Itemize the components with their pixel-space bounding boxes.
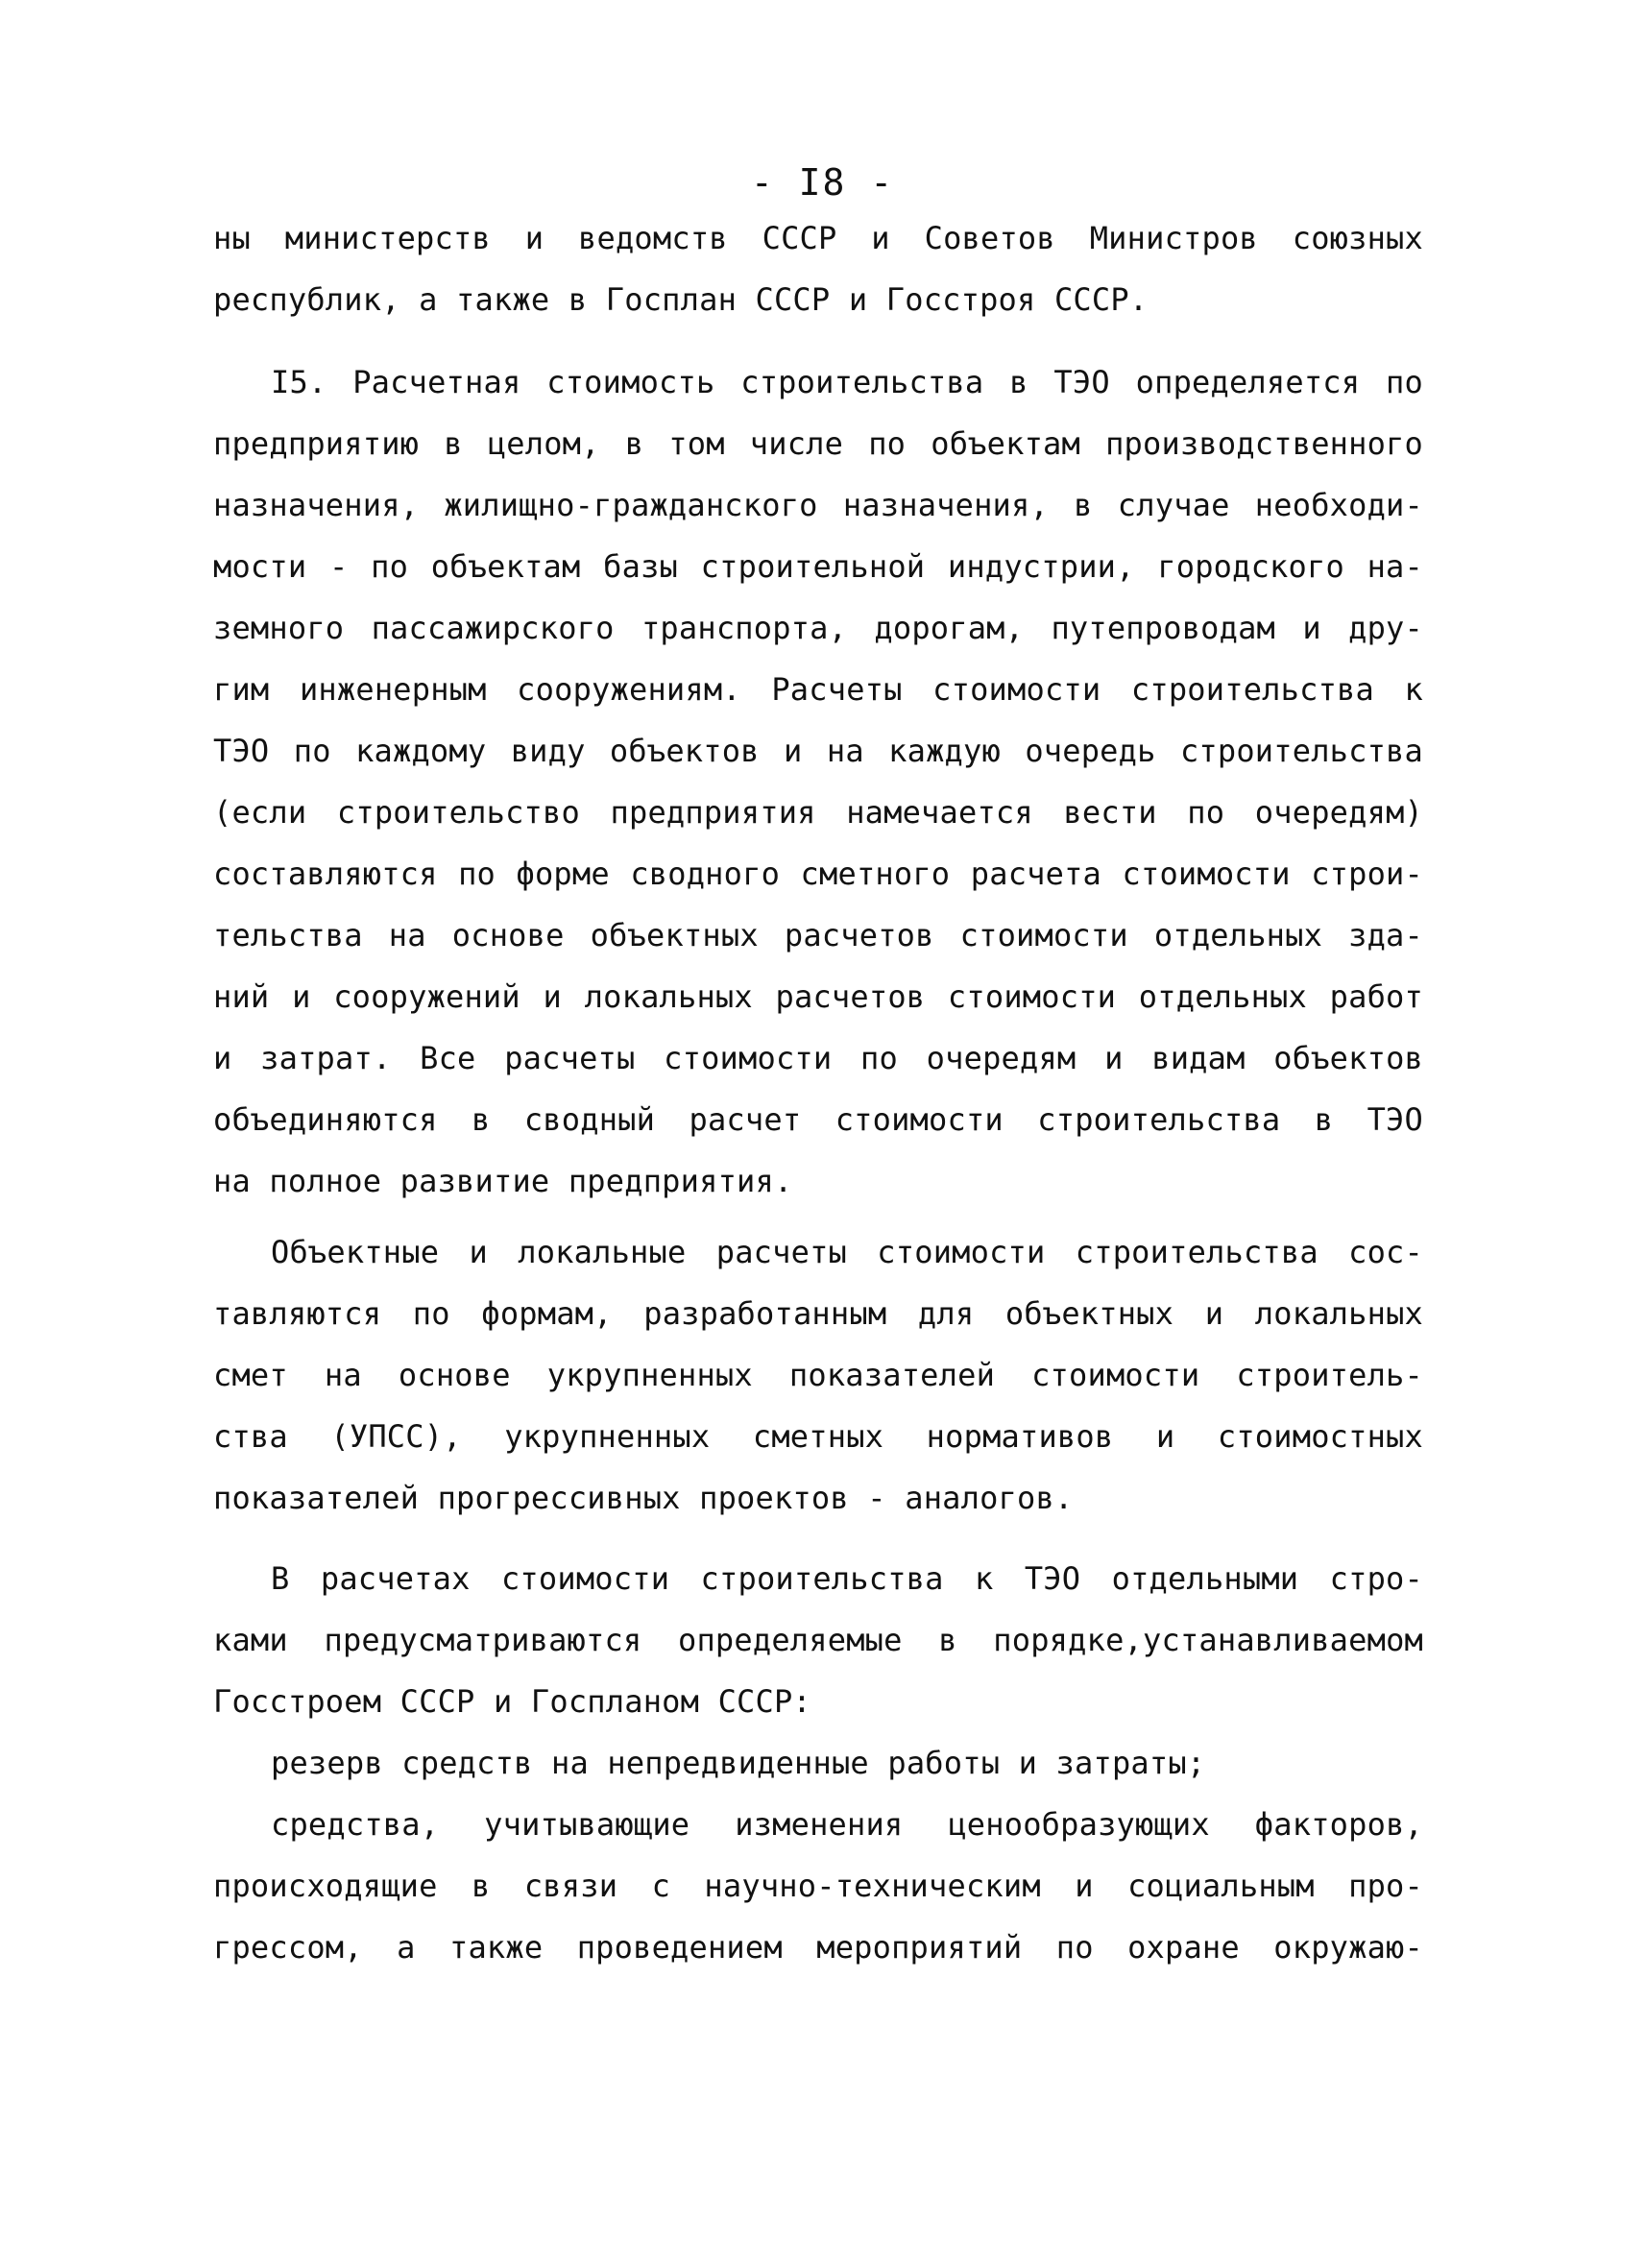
text-line: назначения, жилищно-гражданского назначения, в случае необходи- (213, 487, 1423, 523)
text-line: республик, а также в Госплан СССР и Госстроя СССР. (213, 281, 1149, 318)
text-line: ны министерств и ведомств СССР и Советов Министров союзных (213, 220, 1423, 256)
text-line: резерв средств на непредвиденные работы и затраты; (271, 1745, 1206, 1781)
text-line: Объектные и локальные расчеты стоимости строительства сос- (271, 1234, 1423, 1270)
text-line: ний и сооружений и локальных расчетов стоимости отдельных работ (213, 978, 1423, 1015)
text-line: на полное развитие предприятия. (213, 1163, 793, 1199)
text-line: и затрат. Все расчеты стоимости по очередям и видам объектов (213, 1040, 1423, 1076)
text-line: I5. Расчетная стоимость строительства в ТЭО определяется по (271, 364, 1423, 400)
text-line: смет на основе укрупненных показателей стоимости строитель- (213, 1357, 1423, 1393)
paragraph-separate-lines (213, 1548, 1423, 1978)
text-line: грессом, а также проведением мероприятий по охране окружаю- (213, 1929, 1423, 1966)
page-number: - I8 - (750, 161, 895, 204)
text-line: гим инженерным сооружениям. Расчеты стоимости строительства к (213, 671, 1423, 708)
text-line: тавляются по формам, разработанным для объектных и локальных (213, 1295, 1423, 1332)
text-line: земного пассажирского транспорта, дорогам, путепроводам и дру- (213, 610, 1423, 646)
text-line: мости - по объектам базы строительной индустрии, городского на- (213, 548, 1423, 585)
text-line: ства (УПСС), укрупненных сметных нормативов и стоимостных (213, 1418, 1423, 1455)
paragraph-continuation (213, 207, 1423, 330)
text-line: происходящие в связи с научно-техническим и социальным про- (213, 1868, 1423, 1904)
text-line: В расчетах стоимости строительства к ТЭО отдельными стро- (271, 1560, 1423, 1597)
text-line: показателей прогрессивных проектов - аналогов. (213, 1480, 1074, 1516)
text-line: предприятию в целом, в том числе по объектам производственного (213, 425, 1423, 462)
text-line: (если строительство предприятия намечается вести по очередям) (213, 794, 1423, 831)
paragraph-object-estimates (213, 1221, 1423, 1529)
text-line: ками предусматриваются определяемые в порядке,устанавливаемом (213, 1622, 1423, 1658)
paragraph-item-15 (213, 351, 1423, 1212)
text-line: ТЭО по каждому виду объектов и на каждую очередь строительства (213, 733, 1423, 769)
text-line: объединяются в сводный расчет стоимости строительства в ТЭО (213, 1101, 1423, 1138)
text-line: средства, учитывающие изменения ценообразующих факторов, (271, 1806, 1423, 1843)
text-line: Госстроем СССР и Госпланом СССР: (213, 1683, 811, 1720)
text-line: тельства на основе объектных расчетов стоимости отдельных зда- (213, 917, 1423, 953)
text-line: составляются по форме сводного сметного расчета стоимости строи- (213, 856, 1423, 892)
